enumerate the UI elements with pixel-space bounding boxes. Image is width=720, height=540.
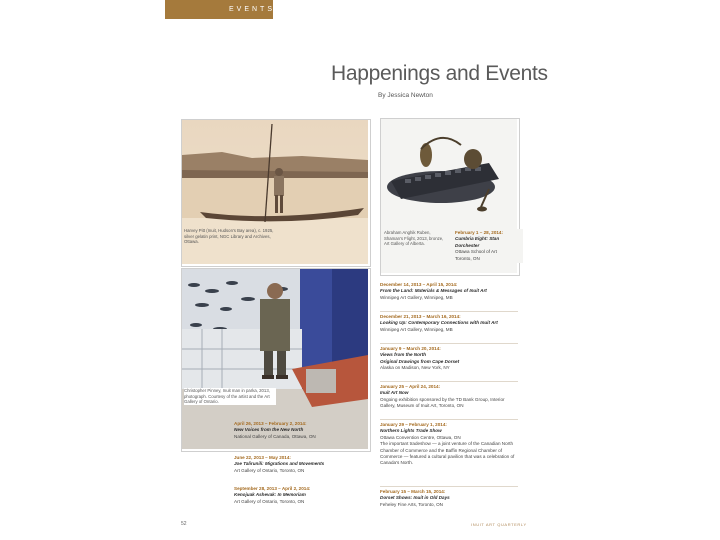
divider [380, 311, 518, 312]
sculpture-caption [384, 230, 446, 247]
event-title: From the Land: Materials & Messages of Inuit Art [380, 288, 487, 294]
page-number: 52 [181, 521, 187, 527]
event-city: Toronto, ON [455, 255, 480, 261]
event-title: New Voices from the New North [234, 427, 304, 433]
event-subtitle: Original Drawings from Cape Dorset [380, 358, 460, 364]
section-tab [165, 0, 276, 19]
event-title: Looking Up: Contemporary Connections with Inuit Art [380, 320, 498, 326]
event-date: January 9 – March 20, 2014: [380, 346, 441, 351]
event-venue: Ottawa School of Art [455, 249, 497, 255]
event-venue: Art Gallery of Ontario, Toronto, ON [234, 467, 305, 473]
section-label: EVENTS [229, 6, 276, 13]
featured-event [453, 229, 523, 263]
event-place: Dorchester [455, 242, 480, 248]
divider [380, 419, 518, 420]
right-event-3 [380, 314, 520, 333]
divider [380, 343, 518, 344]
event-date: June 22, 2013 – May 2014: [234, 455, 291, 460]
event-date: February 1 – 28, 2014: [455, 230, 504, 235]
event-title: Joe Talirunili: Migrations and Movements [234, 461, 325, 467]
man-caption-text: Christopher Pinney, Inuit man in parka, 2013, photograph. Courtesy of the artist and the Art Gallery of Ontario. [184, 388, 270, 405]
event-date: January 25 – April 24, 2014: [380, 384, 441, 389]
left-event-2 [234, 455, 368, 474]
right-event-7 [380, 489, 520, 508]
divider [380, 381, 518, 382]
event-title: Cumbria Eight: Stan [455, 236, 500, 242]
event-date: December 21, 2013 – March 16, 2014: [380, 314, 461, 319]
sculpture-caption-text: Abraham Anghik Ruben, Shaman's Flight, 2013, bronze, Art Gallery of Alberta. [384, 230, 444, 247]
event-venue: Feheley Fine Arts, Toronto, ON [380, 501, 443, 507]
event-venue: National Gallery of Canada, Ottawa, ON [234, 433, 316, 439]
divider [380, 486, 518, 487]
kayak-caption-text: Harvey Pitt (Inuit, Hudson's Bay area), c. 1925, silver gelatin print, NGC Library and Archives, Ottawa. [184, 228, 274, 245]
event-title: Northern Lights Trade Show [380, 428, 442, 434]
event-note: The important tradeshow — a joint venture of the Canadian North Chamber of Commerce and the Baffin Regional Chamber of Commerce — featured a cultural pavilion that was a celebration of Canada's North. [380, 441, 515, 466]
event-date: January 29 – February 1, 2014: [380, 422, 447, 427]
event-venue: Alaska on Madison, New York, NY [380, 365, 450, 371]
event-venue: Ongoing exhibition sponsored by the TD Bank Group, Interior Gallery, Museum of Inuit Art, Toronto, ON [380, 396, 505, 409]
event-date: December 14, 2013 – April 15, 2014: [380, 282, 458, 287]
right-event-4 [380, 346, 520, 372]
left-event-1 [234, 421, 368, 440]
event-date: February 15 – March 15, 2014: [380, 489, 446, 494]
byline: By Jessica Newton [378, 92, 433, 99]
magazine-name: INUIT ART QUARTERLY [471, 522, 527, 527]
event-venue: Ottawa Convention Centre, Ottawa, ON [380, 434, 461, 440]
right-event-5 [380, 384, 520, 410]
man-caption [184, 388, 276, 405]
article-title: Happenings and Events [331, 62, 548, 85]
event-date: April 26, 2013 – February 2, 2014: [234, 421, 307, 426]
event-title: Dorset Shows: Inuit in Old Days [380, 495, 450, 501]
event-title: Views from the North [380, 352, 427, 358]
event-venue: Art Gallery of Ontario, Toronto, ON [234, 498, 305, 504]
event-date: September 28, 2013 – April 2, 2014: [234, 486, 311, 491]
right-event-2 [380, 282, 520, 301]
event-venue: Winnipeg Art Gallery, Winnipeg, MB [380, 294, 453, 300]
kayak-caption [184, 228, 276, 245]
left-event-3 [234, 486, 368, 505]
event-title: Kenojuak Ashevak: In Memoriam [234, 492, 306, 498]
right-event-6 [380, 422, 520, 467]
kayak-photo [181, 119, 371, 267]
event-venue: Winnipeg Art Gallery, Winnipeg, MB [380, 326, 453, 332]
event-title: Inuit Art Now [380, 390, 409, 396]
